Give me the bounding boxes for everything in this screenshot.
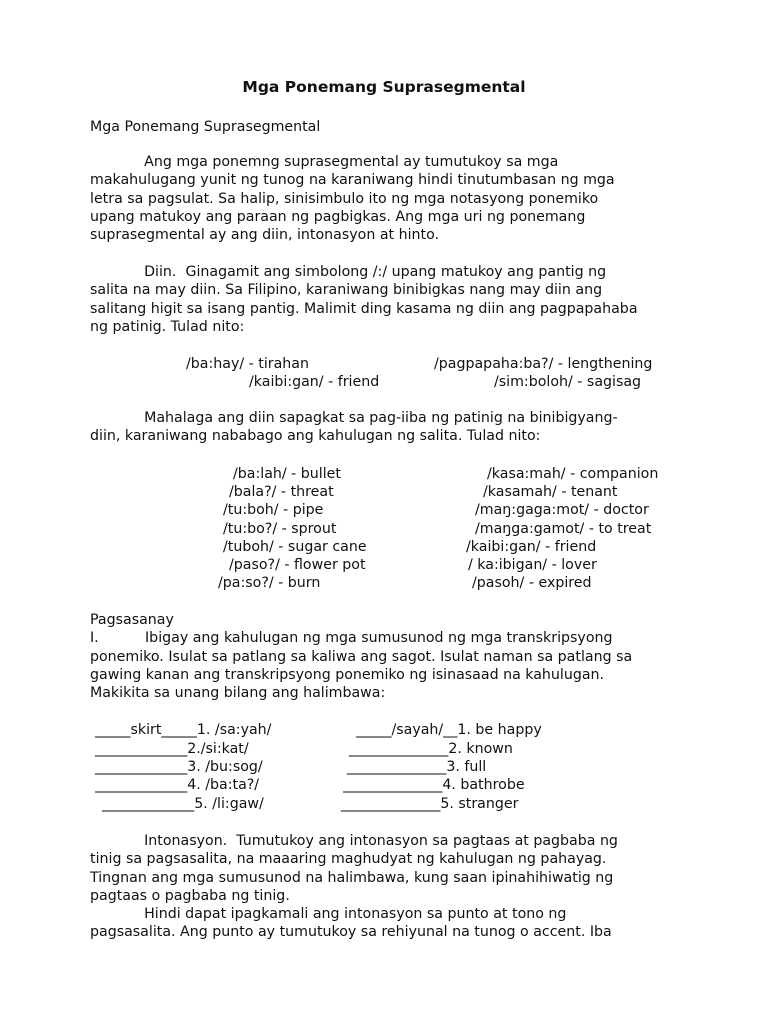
example-word: /paso?/ - flower pot <box>229 557 366 573</box>
intro-paragraph <box>90 153 690 244</box>
example-word: /tuboh/ - sugar cane <box>223 539 367 555</box>
paragraph-line: pagtaas o pagbaba ng tinig. <box>90 887 290 904</box>
paragraph-line: salitang higit sa isang pantig. Malimit ding kasama ng diin ang pagpapahaba <box>90 300 638 317</box>
example-word: /pasoh/ - expired <box>472 575 592 591</box>
example-word: /kasamah/ - tenant <box>483 484 618 500</box>
example-word: /bala?/ - threat <box>229 484 334 500</box>
example-word: / ka:ibigan/ - lover <box>468 557 597 573</box>
exercise-item: _____skirt_____1. /sa:yah/ <box>95 722 272 738</box>
paragraph-line: suprasegmental ay ang diin, intonasyon at hinto. <box>90 227 440 244</box>
exercise-instruction-line: Ibigay ang kahulugan ng mga sumusunod ng mga transkripsyong <box>145 630 613 646</box>
pagsasanay-heading: Pagsasanay <box>90 612 174 628</box>
paragraph-line: letra sa pagsulat. Sa halip, sinisimbulo ito ng mga notasyong ponemiko <box>90 190 599 207</box>
document-title: Mga Ponemang Suprasegmental <box>242 78 526 96</box>
diin-paragraph <box>90 263 690 336</box>
paragraph-line: Hindi dapat ipagkamali ang intonasyon sa punto at tono ng <box>90 906 567 923</box>
paragraph-line: ng patinig. Tulad nito: <box>90 318 245 335</box>
paragraph-line: salita na may diin. Sa Filipino, karaniwang binibigkas nang may diin ang <box>90 282 603 299</box>
exercise-item: ______________3. full <box>347 759 487 775</box>
paragraph-line: tinig sa pagsasalita, na maaaring maghudyat ng kahulugan ng pahayag. <box>90 851 607 868</box>
paragraph-line: diin, karaniwang nababago ang kahulugan ng salita. Tulad nito: <box>90 428 541 445</box>
example-word: /maŋ:gaga:mot/ - doctor <box>475 502 649 518</box>
example-word: /kaibi:gan/ - friend <box>249 374 380 390</box>
example-word: /sim:boloh/ - sagisag <box>494 374 642 390</box>
paragraph-line: upang matukoy ang paraan ng pagbigkas. Ang mga uri ng ponemang <box>90 208 586 225</box>
example-word: /pagpapaha:ba?/ - lengthening <box>434 356 653 372</box>
exercise-item: ______________4. bathrobe <box>343 777 525 793</box>
exercise-item: _____________2./si:kat/ <box>95 741 249 757</box>
paragraph-line: Intonasyon. Tumutukoy ang intonasyon sa pagtaas at pagbaba ng <box>90 833 618 849</box>
example-word: /tu:boh/ - pipe <box>223 502 324 518</box>
exercise-instruction-line: gawing kanan ang transkripsyong ponemiko ng isinasaad na kahulugan. <box>90 667 605 683</box>
intonasyon-paragraph <box>90 832 690 942</box>
section-subtitle: Mga Ponemang Suprasegmental <box>90 119 321 135</box>
paragraph-line: makahulugang yunit ng tunog na karaniwang hindi tinutumbasan ng mga <box>90 172 615 189</box>
exercise-item: ______________5. stranger <box>341 796 519 812</box>
paragraph-line: Ang mga ponemng suprasegmental ay tumutukoy sa mga <box>90 154 559 170</box>
exercise-item: ______________2. known <box>349 741 513 757</box>
exercise-instruction-line: Makikita sa unang bilang ang halimbawa: <box>90 685 386 701</box>
paragraph-line: Tingnan ang mga sumusunod na halimbawa, kung saan ipinahihiwatig ng <box>90 869 614 886</box>
example-word: /kaibi:gan/ - friend <box>466 539 597 555</box>
exercise-instruction-line: ponemiko. Isulat sa patlang sa kaliwa ang sagot. Isulat naman sa patlang sa <box>90 649 633 665</box>
example-word: /pa:so?/ - burn <box>218 575 321 591</box>
paragraph-line: pagsasalita. Ang punto ay tumutukoy sa rehiyunal na tunog o accent. Iba <box>90 924 612 941</box>
paragraph-line: Mahalaga ang diin sapagkat sa pag-iiba ng patinig na binibigyang- <box>90 410 618 426</box>
example-word: /kasa:mah/ - companion <box>487 466 659 482</box>
example-word: /ba:lah/ - bullet <box>233 466 341 482</box>
mahalaga-paragraph <box>90 409 690 446</box>
exercise-item: _____________5. /li:gaw/ <box>102 796 264 812</box>
exercise-item: _____________3. /bu:sog/ <box>95 759 263 775</box>
example-word: /tu:bo?/ - sprout <box>223 521 337 537</box>
exercise-item: _____/sayah/__1. be happy <box>356 722 542 738</box>
example-word: /ba:hay/ - tirahan <box>186 356 309 372</box>
exercise-number: I. <box>90 630 99 646</box>
exercise-item: _____________4. /ba:ta?/ <box>95 777 260 793</box>
paragraph-line: Diin. Ginagamit ang simbolong /:/ upang matukoy ang pantig ng <box>90 264 607 280</box>
example-word: /maŋga:gamot/ - to treat <box>475 521 652 537</box>
